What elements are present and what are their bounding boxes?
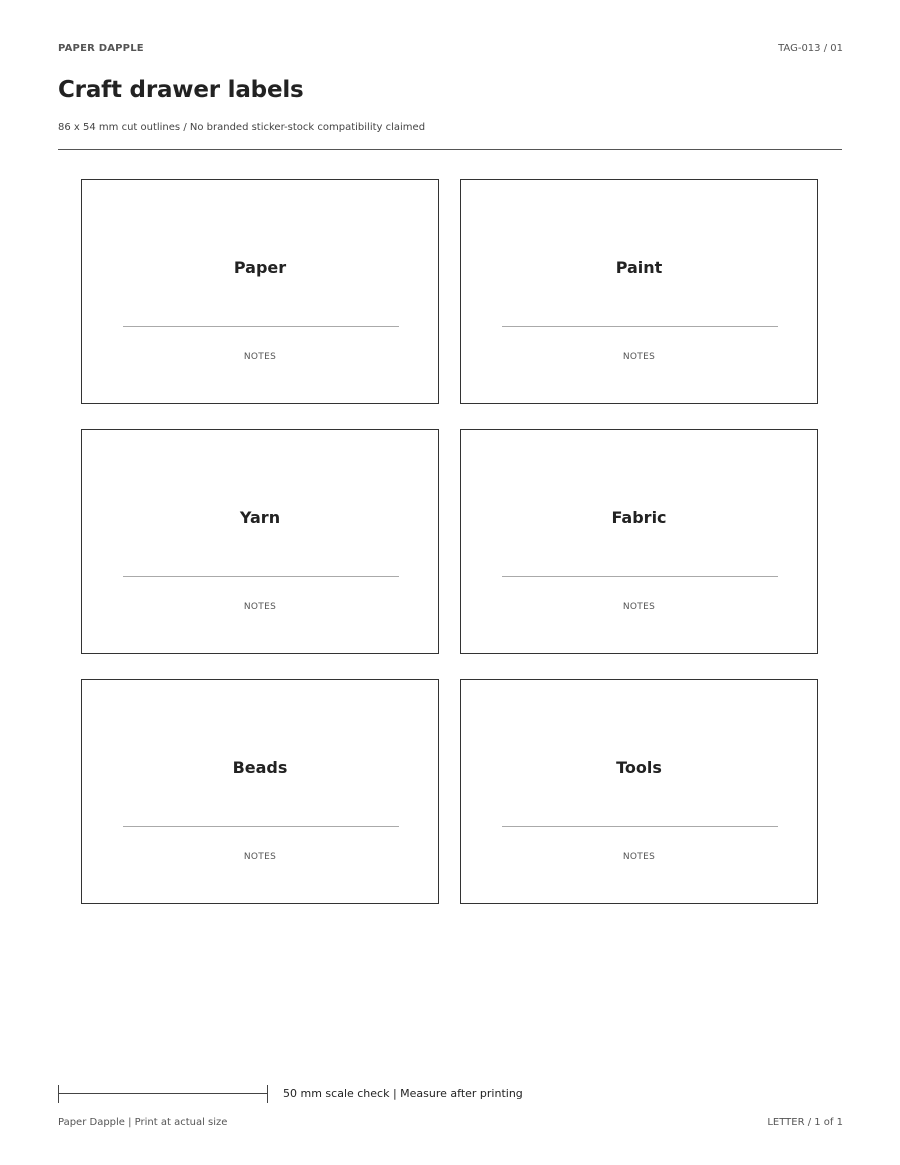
label-notes: NOTES	[622, 602, 656, 612]
label-notes: NOTES	[243, 852, 277, 862]
scale-check-text: 50 mm scale check | Measure after printing	[283, 1087, 523, 1100]
label-card-paint	[460, 179, 818, 404]
label-name: Paper	[233, 258, 287, 277]
scale-bar-tick-end	[267, 1085, 268, 1103]
label-name: Fabric	[611, 508, 667, 527]
label-card-beads	[81, 679, 439, 904]
page-title: Craft drawer labels	[58, 77, 304, 103]
footer-left-text: Paper Dapple | Print at actual size	[58, 1117, 228, 1128]
label-writing-line	[502, 826, 778, 827]
brand-name: PAPER DAPPLE	[58, 43, 144, 54]
label-name: Beads	[232, 758, 288, 777]
label-card-yarn	[81, 429, 439, 654]
label-name: Yarn	[239, 508, 281, 527]
tag-code: TAG-013 / 01	[778, 43, 843, 54]
scale-bar-tick-start	[58, 1085, 59, 1103]
label-writing-line	[123, 326, 399, 327]
page-subtitle: 86 x 54 mm cut outlines / No branded sticker-stock compatibility claimed	[58, 122, 426, 133]
label-notes: NOTES	[622, 352, 656, 362]
label-writing-line	[123, 826, 399, 827]
scale-bar-line	[58, 1093, 268, 1094]
label-notes: NOTES	[243, 352, 277, 362]
label-name: Paint	[615, 258, 663, 277]
header-rule	[58, 149, 842, 150]
label-card-fabric	[460, 429, 818, 654]
label-notes: NOTES	[622, 852, 656, 862]
label-name: Tools	[616, 758, 662, 777]
label-writing-line	[123, 576, 399, 577]
label-card-tools	[460, 679, 818, 904]
footer-page-info: LETTER / 1 of 1	[767, 1117, 843, 1128]
scale-bar	[58, 1085, 268, 1103]
label-notes: NOTES	[243, 602, 277, 612]
label-writing-line	[502, 326, 778, 327]
label-writing-line	[502, 576, 778, 577]
label-card-paper	[81, 179, 439, 404]
